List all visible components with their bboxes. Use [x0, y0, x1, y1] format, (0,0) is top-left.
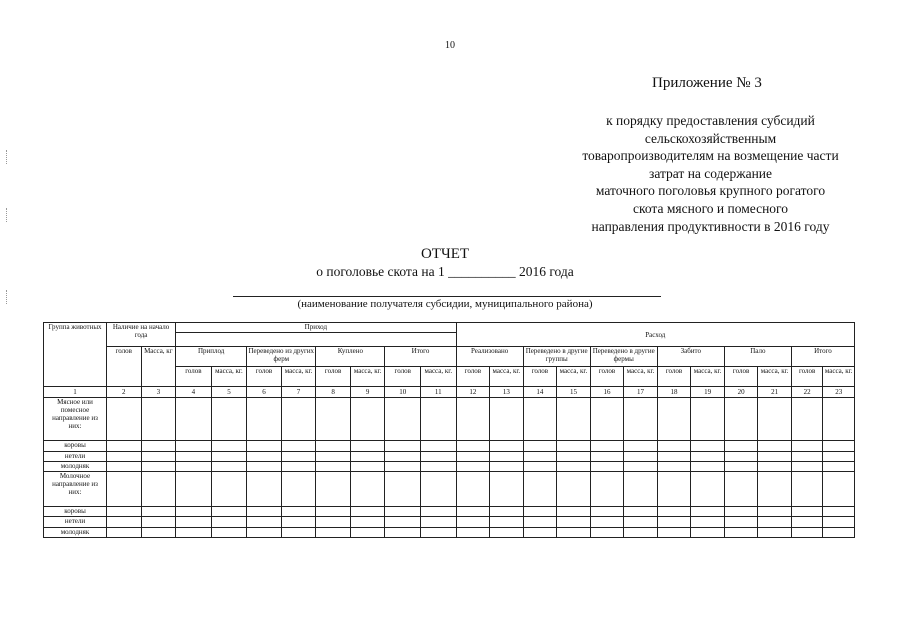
data-cell[interactable]	[724, 527, 758, 537]
recipient-line	[233, 296, 661, 297]
data-cell[interactable]	[176, 462, 212, 472]
data-cell[interactable]	[523, 506, 557, 516]
data-cell[interactable]	[107, 441, 142, 451]
col-group-animals: Группа животных	[44, 323, 107, 387]
data-cell[interactable]	[791, 441, 823, 451]
data-cell[interactable]	[385, 397, 421, 441]
column-number: 17	[624, 387, 658, 397]
data-cell[interactable]	[523, 462, 557, 472]
data-cell[interactable]	[350, 472, 385, 506]
data-cell[interactable]	[624, 472, 658, 506]
data-cell[interactable]	[791, 472, 823, 506]
data-cell[interactable]	[281, 527, 316, 537]
data-cell[interactable]	[141, 517, 176, 527]
sub-mass: масса, кг.	[624, 366, 658, 387]
data-cell[interactable]	[211, 506, 247, 516]
data-cell[interactable]	[657, 527, 691, 537]
data-cell[interactable]	[823, 397, 855, 441]
margin-mark	[6, 150, 9, 164]
data-cell[interactable]	[523, 397, 557, 441]
data-cell[interactable]	[141, 397, 176, 441]
column-number: 16	[590, 387, 624, 397]
data-cell[interactable]	[490, 527, 524, 537]
data-cell[interactable]	[385, 462, 421, 472]
sub-heads: голов	[247, 366, 282, 387]
data-cell[interactable]	[350, 527, 385, 537]
data-cell[interactable]	[724, 462, 758, 472]
expense-header: Расход	[456, 323, 854, 347]
sub-heads: голов	[523, 366, 557, 387]
data-cell[interactable]	[758, 517, 792, 527]
appendix-line: скота мясного и помесного	[632, 200, 789, 216]
income-total: Итого	[385, 347, 456, 367]
data-cell[interactable]	[456, 517, 490, 527]
data-cell[interactable]	[350, 441, 385, 451]
data-cell[interactable]	[590, 397, 624, 441]
data-cell[interactable]	[657, 451, 691, 461]
data-cell[interactable]	[107, 472, 142, 506]
data-cell[interactable]	[490, 441, 524, 451]
sub-heads: голов	[176, 366, 212, 387]
data-cell[interactable]	[107, 517, 142, 527]
data-cell[interactable]	[724, 472, 758, 506]
expense-to-groups: Переведено в другие группы	[523, 347, 590, 367]
data-cell[interactable]	[724, 517, 758, 527]
sub-mass: масса, кг.	[758, 366, 792, 387]
appendix-line: маточного поголовья крупного рогатого	[595, 183, 826, 199]
data-cell[interactable]	[247, 517, 282, 527]
data-cell[interactable]	[211, 441, 247, 451]
expense-slaughtered: Забито	[657, 347, 724, 367]
data-cell[interactable]	[791, 527, 823, 537]
column-number: 23	[823, 387, 855, 397]
column-number: 21	[758, 387, 792, 397]
data-cell[interactable]	[420, 472, 456, 506]
data-cell[interactable]	[490, 472, 524, 506]
data-cell[interactable]	[107, 451, 142, 461]
data-cell[interactable]	[456, 462, 490, 472]
data-cell[interactable]	[385, 472, 421, 506]
data-cell[interactable]	[385, 527, 421, 537]
data-cell[interactable]	[456, 506, 490, 516]
data-cell[interactable]	[456, 472, 490, 506]
appendix-title: Приложение № 3	[652, 75, 762, 91]
sub-mass: масса, кг.	[557, 366, 591, 387]
data-cell[interactable]	[281, 462, 316, 472]
data-cell[interactable]	[385, 506, 421, 516]
data-cell[interactable]	[316, 451, 351, 461]
data-cell[interactable]	[141, 472, 176, 506]
data-cell[interactable]	[691, 517, 725, 527]
data-cell[interactable]	[758, 441, 792, 451]
sub-mass: масса, кг.	[823, 366, 855, 387]
sub-mass: масса, кг.	[281, 366, 316, 387]
column-number: 3	[141, 387, 176, 397]
row-heifers: нетели	[44, 517, 107, 527]
data-cell[interactable]	[456, 451, 490, 461]
data-cell[interactable]	[281, 397, 316, 441]
data-cell[interactable]	[657, 506, 691, 516]
data-cell[interactable]	[557, 506, 591, 516]
column-number: 8	[316, 387, 351, 397]
data-cell[interactable]	[316, 397, 351, 441]
column-number: 13	[490, 387, 524, 397]
data-cell[interactable]	[758, 462, 792, 472]
data-cell[interactable]	[176, 472, 212, 506]
data-cell[interactable]	[624, 451, 658, 461]
column-number: 14	[523, 387, 557, 397]
column-number: 18	[657, 387, 691, 397]
column-number: 19	[691, 387, 725, 397]
data-cell[interactable]	[657, 517, 691, 527]
data-cell[interactable]	[523, 527, 557, 537]
data-cell[interactable]	[350, 397, 385, 441]
data-cell[interactable]	[791, 517, 823, 527]
appendix-line: затрат на содержание	[648, 165, 773, 181]
data-cell[interactable]	[107, 462, 142, 472]
data-cell[interactable]	[420, 517, 456, 527]
income-blank	[176, 333, 456, 347]
data-cell[interactable]	[691, 397, 725, 441]
column-number: 5	[211, 387, 247, 397]
data-cell[interactable]	[316, 517, 351, 527]
expense-total: Итого	[791, 347, 854, 367]
appendix-lines	[548, 112, 873, 235]
sub-mass: масса, кг.	[420, 366, 456, 387]
report-title: ОТЧЕТ	[420, 246, 470, 262]
data-cell[interactable]	[211, 527, 247, 537]
column-number: 2	[107, 387, 142, 397]
income-transferred: Переведено из других ферм	[247, 347, 316, 367]
data-cell[interactable]	[490, 506, 524, 516]
row-meat-group: Мясное или помесное направление из них:	[44, 397, 107, 441]
column-number: 22	[791, 387, 823, 397]
data-cell[interactable]	[724, 451, 758, 461]
data-cell[interactable]	[590, 441, 624, 451]
data-cell[interactable]	[350, 451, 385, 461]
data-cell[interactable]	[456, 527, 490, 537]
data-cell[interactable]	[691, 472, 725, 506]
data-cell[interactable]	[724, 397, 758, 441]
column-number: 6	[247, 387, 282, 397]
data-cell[interactable]	[624, 441, 658, 451]
sub-mass: масса, кг.	[211, 366, 247, 387]
data-cell[interactable]	[691, 527, 725, 537]
data-cell[interactable]	[557, 517, 591, 527]
data-cell[interactable]	[624, 462, 658, 472]
data-cell[interactable]	[281, 451, 316, 461]
data-cell[interactable]	[590, 517, 624, 527]
data-cell[interactable]	[590, 506, 624, 516]
data-cell[interactable]	[657, 472, 691, 506]
data-cell[interactable]	[557, 441, 591, 451]
data-cell[interactable]	[176, 397, 212, 441]
margin-mark	[6, 208, 9, 222]
sub-heads: голов	[385, 366, 421, 387]
data-cell[interactable]	[557, 397, 591, 441]
data-cell[interactable]	[385, 517, 421, 527]
data-cell[interactable]	[176, 517, 212, 527]
data-cell[interactable]	[211, 472, 247, 506]
data-cell[interactable]	[657, 441, 691, 451]
data-cell[interactable]	[557, 472, 591, 506]
data-cell[interactable]	[624, 527, 658, 537]
column-number: 4	[176, 387, 212, 397]
data-cell[interactable]	[141, 527, 176, 537]
sub-heads: голов	[724, 366, 758, 387]
sub-mass: масса, кг.	[350, 366, 385, 387]
column-number: 12	[456, 387, 490, 397]
data-cell[interactable]	[624, 506, 658, 516]
page-number: 10	[445, 40, 455, 51]
data-cell[interactable]	[247, 397, 282, 441]
data-cell[interactable]	[523, 451, 557, 461]
data-cell[interactable]	[420, 451, 456, 461]
col-start-of-year: Наличие на начало года	[107, 323, 176, 347]
data-cell[interactable]	[247, 472, 282, 506]
column-number-row	[44, 387, 855, 397]
data-cell[interactable]	[316, 462, 351, 472]
data-cell[interactable]	[624, 397, 658, 441]
data-cell[interactable]	[316, 441, 351, 451]
data-cell[interactable]	[350, 506, 385, 516]
data-cell[interactable]	[657, 397, 691, 441]
data-cell[interactable]	[107, 397, 142, 441]
data-cell[interactable]	[823, 462, 855, 472]
data-cell[interactable]	[176, 451, 212, 461]
data-cell[interactable]	[281, 517, 316, 527]
column-number: 11	[420, 387, 456, 397]
data-cell[interactable]	[823, 527, 855, 537]
data-cell[interactable]	[724, 506, 758, 516]
data-cell[interactable]	[456, 397, 490, 441]
data-cell[interactable]	[758, 527, 792, 537]
data-cell[interactable]	[657, 462, 691, 472]
data-cell[interactable]	[420, 397, 456, 441]
data-cell[interactable]	[141, 462, 176, 472]
data-cell[interactable]	[490, 517, 524, 527]
expense-sold: Реализовано	[456, 347, 523, 367]
column-number: 1	[44, 387, 107, 397]
column-number: 15	[557, 387, 591, 397]
data-cell[interactable]	[420, 527, 456, 537]
data-cell[interactable]	[557, 527, 591, 537]
data-cell[interactable]	[176, 441, 212, 451]
income-header: Приход	[176, 323, 456, 333]
data-cell[interactable]	[590, 472, 624, 506]
appendix-line: сельскохозяйственным	[644, 130, 777, 146]
data-cell[interactable]	[420, 441, 456, 451]
data-cell[interactable]	[490, 451, 524, 461]
appendix-line: к порядку предоставления субсидий	[606, 113, 815, 128]
start-heads: голов	[107, 347, 142, 387]
sub-heads: голов	[791, 366, 823, 387]
sub-heads: голов	[590, 366, 624, 387]
row-dairy-group: Молочное направление из них:	[44, 472, 107, 506]
column-number: 10	[385, 387, 421, 397]
data-cell[interactable]	[758, 472, 792, 506]
data-cell[interactable]	[758, 506, 792, 516]
data-cell[interactable]	[523, 441, 557, 451]
data-cell[interactable]	[791, 451, 823, 461]
data-cell[interactable]	[624, 517, 658, 527]
data-cell[interactable]	[247, 462, 282, 472]
data-cell[interactable]	[385, 451, 421, 461]
data-cell[interactable]	[590, 527, 624, 537]
data-cell[interactable]	[316, 506, 351, 516]
data-cell[interactable]	[420, 506, 456, 516]
expense-to-farms: Переведено в другие фермы	[590, 347, 657, 367]
sub-heads: голов	[657, 366, 691, 387]
data-cell[interactable]	[281, 441, 316, 451]
sub-heads: голов	[456, 366, 490, 387]
data-cell[interactable]	[791, 506, 823, 516]
row-heifers: нетели	[44, 451, 107, 461]
data-cell[interactable]	[691, 506, 725, 516]
data-cell[interactable]	[791, 462, 823, 472]
data-cell[interactable]	[107, 506, 142, 516]
sub-mass: масса, кг.	[691, 366, 725, 387]
data-cell[interactable]	[523, 472, 557, 506]
data-cell[interactable]	[247, 506, 282, 516]
data-cell[interactable]	[420, 462, 456, 472]
column-number: 9	[350, 387, 385, 397]
appendix-line: направления продуктивности в 2016 году	[591, 218, 830, 234]
income-bought: Куплено	[316, 347, 385, 367]
data-cell[interactable]	[211, 451, 247, 461]
data-cell[interactable]	[316, 472, 351, 506]
data-cell[interactable]	[590, 462, 624, 472]
data-cell[interactable]	[691, 462, 725, 472]
margin-mark	[6, 290, 9, 304]
data-cell[interactable]	[211, 397, 247, 441]
data-cell[interactable]	[350, 462, 385, 472]
appendix-line: товаропроизводителям на возмещение части	[582, 148, 839, 164]
row-cows: коровы	[44, 441, 107, 451]
data-cell[interactable]	[211, 517, 247, 527]
data-cell[interactable]	[523, 517, 557, 527]
expense-died: Пало	[724, 347, 791, 367]
data-cell[interactable]	[823, 441, 855, 451]
data-cell[interactable]	[281, 472, 316, 506]
report-subtitle: о поголовье скота на 1 __________ 2016 года	[316, 264, 574, 279]
sub-mass: масса, кг.	[490, 366, 524, 387]
data-cell[interactable]	[823, 506, 855, 516]
data-cell[interactable]	[758, 397, 792, 441]
row-cows: коровы	[44, 506, 107, 516]
data-cell[interactable]	[557, 462, 591, 472]
data-cell[interactable]	[456, 441, 490, 451]
data-cell[interactable]	[490, 462, 524, 472]
row-young: молодняк	[44, 527, 107, 537]
data-cell[interactable]	[247, 527, 282, 537]
data-cell[interactable]	[247, 441, 282, 451]
data-cell[interactable]	[141, 451, 176, 461]
data-cell[interactable]	[691, 451, 725, 461]
data-cell[interactable]	[823, 451, 855, 461]
data-cell[interactable]	[247, 451, 282, 461]
row-young: молодняк	[44, 462, 107, 472]
data-cell[interactable]	[823, 472, 855, 506]
data-cell[interactable]	[141, 506, 176, 516]
recipient-caption: (наименование получателя субсидии, муниципального района)	[297, 298, 593, 310]
data-cell[interactable]	[107, 527, 142, 537]
start-mass: Масса, кг	[141, 347, 176, 387]
data-cell[interactable]	[490, 397, 524, 441]
data-cell[interactable]	[791, 397, 823, 441]
sub-heads: голов	[316, 366, 351, 387]
data-cell[interactable]	[724, 441, 758, 451]
data-cell[interactable]	[211, 462, 247, 472]
data-cell[interactable]	[691, 441, 725, 451]
data-cell[interactable]	[176, 506, 212, 516]
column-number: 7	[281, 387, 316, 397]
column-number: 20	[724, 387, 758, 397]
data-cell[interactable]	[281, 506, 316, 516]
data-cell[interactable]	[350, 517, 385, 527]
income-birth: Приплод	[176, 347, 247, 367]
data-cell[interactable]	[758, 451, 792, 461]
data-cell[interactable]	[141, 441, 176, 451]
data-cell[interactable]	[823, 517, 855, 527]
data-cell[interactable]	[590, 451, 624, 461]
data-cell[interactable]	[385, 441, 421, 451]
data-cell[interactable]	[316, 527, 351, 537]
data-cell[interactable]	[176, 527, 212, 537]
report-table	[43, 322, 855, 538]
data-cell[interactable]	[557, 451, 591, 461]
